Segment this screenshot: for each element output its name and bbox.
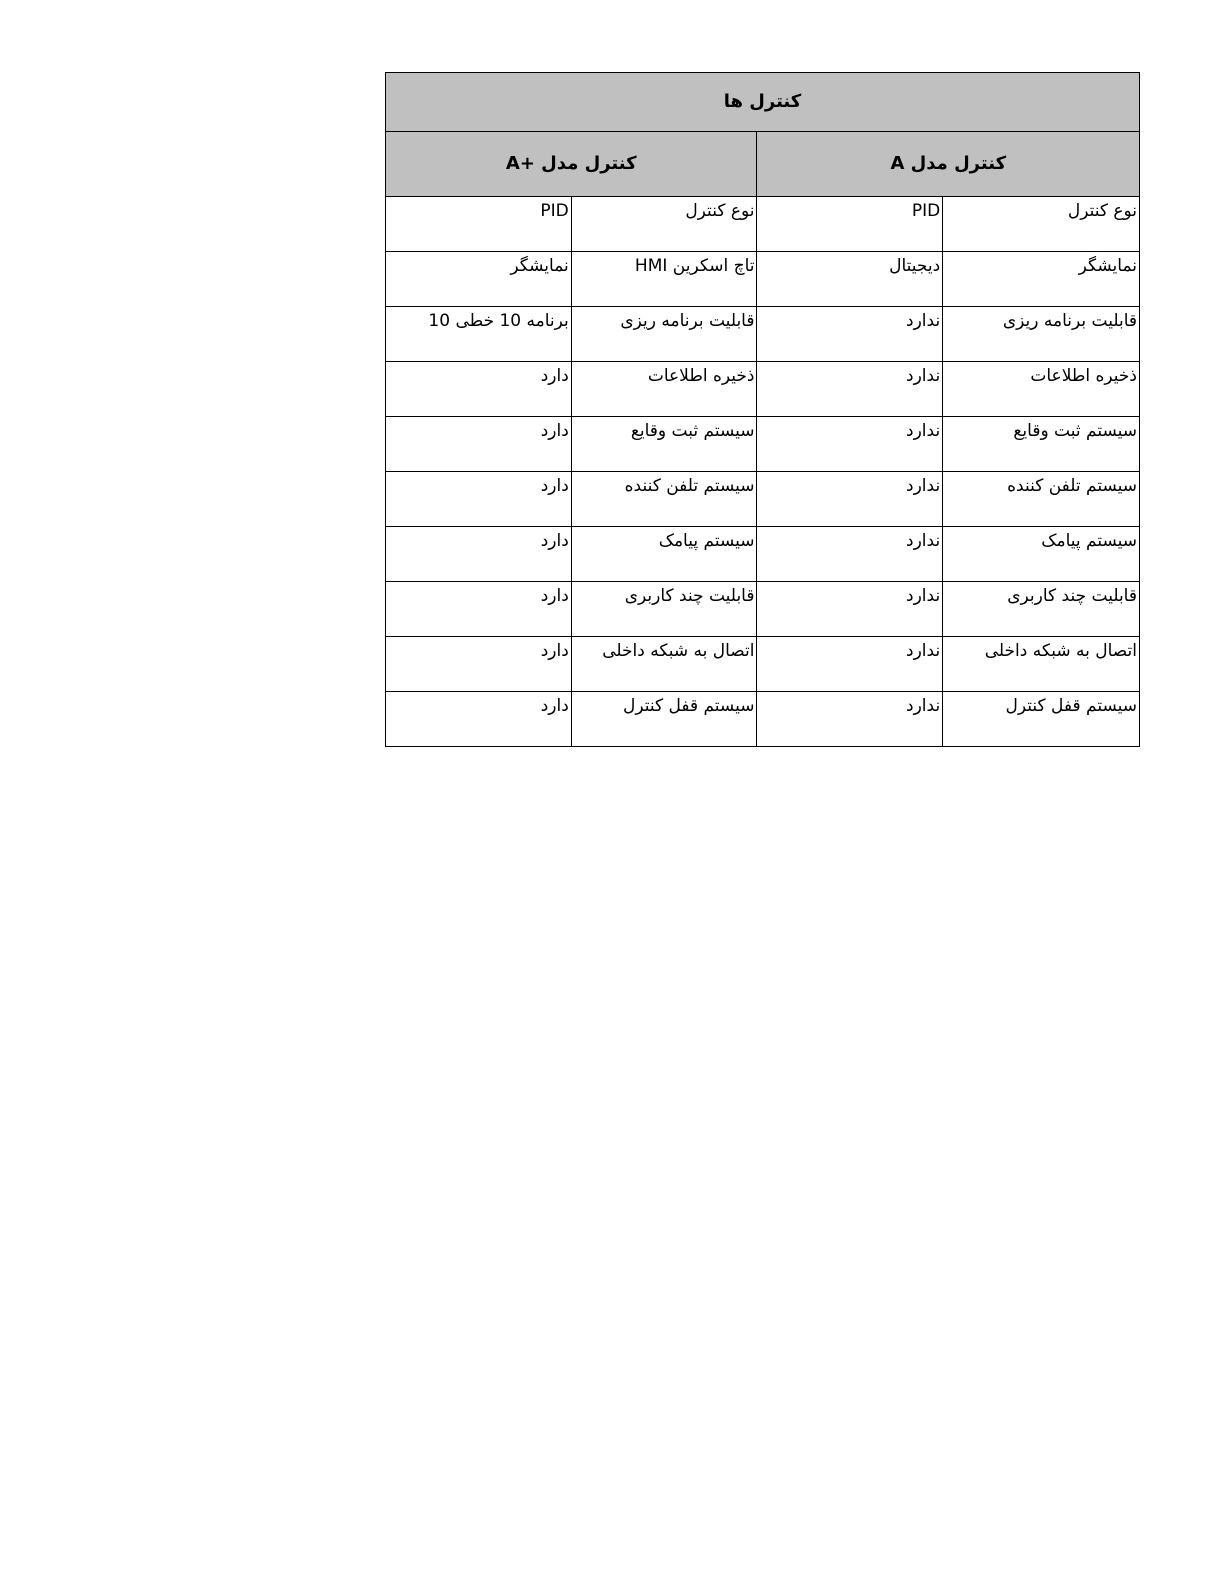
model-a-plus-feature-value: PID <box>386 197 572 252</box>
model-a-feature-label: سیستم پیامک <box>943 527 1140 582</box>
model-a-feature-label: اتصال به شبکه داخلی <box>943 637 1140 692</box>
model-a-feature-label: نمایشگر <box>943 252 1140 307</box>
model-a-feature-label: سیستم قفل کنترل <box>943 692 1140 747</box>
model-a-plus-feature-value: نمایشگر <box>386 252 572 307</box>
model-a-plus-feature-label: سیستم تلفن کننده <box>571 472 757 527</box>
model-a-feature-label: سیستم ثبت وقایع <box>943 417 1140 472</box>
model-a-feature-value: PID <box>757 197 943 252</box>
model-a-plus-feature-value: دارد <box>386 472 572 527</box>
model-a-feature-value: ندارد <box>757 527 943 582</box>
model-a-feature-value: ندارد <box>757 472 943 527</box>
model-a-plus-feature-value: دارد <box>386 362 572 417</box>
model-a-plus-feature-label: قابلیت چند کاربری <box>571 582 757 637</box>
model-a-plus-feature-value: دارد <box>386 582 572 637</box>
table-row <box>386 582 1140 637</box>
model-a-plus-feature-value: دارد <box>386 637 572 692</box>
model-a-plus-header: کنترل مدل +A <box>386 132 757 197</box>
table-row <box>386 527 1140 582</box>
table-row <box>386 252 1140 307</box>
table-row <box>386 472 1140 527</box>
model-a-plus-feature-value: دارد <box>386 692 572 747</box>
model-a-feature-label: ذخیره اطلاعات <box>943 362 1140 417</box>
model-a-feature-value: ندارد <box>757 362 943 417</box>
model-header-row <box>386 132 1140 197</box>
model-a-plus-feature-label: سیستم قفل کنترل <box>571 692 757 747</box>
model-a-plus-feature-label: سیستم پیامک <box>571 527 757 582</box>
model-a-plus-feature-label: ذخیره اطلاعات <box>571 362 757 417</box>
table-title-row <box>386 73 1140 132</box>
table-title: کنترل ها <box>386 73 1140 132</box>
model-a-feature-label: نوع کنترل <box>943 197 1140 252</box>
model-a-feature-value: ندارد <box>757 307 943 362</box>
model-a-feature-label: قابلیت چند کاربری <box>943 582 1140 637</box>
model-a-plus-feature-label: تاچ اسکرین HMI <box>571 252 757 307</box>
model-a-plus-feature-label: نوع کنترل <box>571 197 757 252</box>
model-a-feature-value: ندارد <box>757 637 943 692</box>
model-a-feature-value: ندارد <box>757 417 943 472</box>
model-a-plus-feature-label: اتصال به شبکه داخلی <box>571 637 757 692</box>
table-row <box>386 307 1140 362</box>
model-a-plus-feature-value: برنامه 10 خطی 10 <box>386 307 572 362</box>
model-a-plus-feature-value: دارد <box>386 417 572 472</box>
model-a-feature-label: سیستم تلفن کننده <box>943 472 1140 527</box>
model-a-plus-feature-label: سیستم ثبت وقایع <box>571 417 757 472</box>
model-a-plus-feature-value: دارد <box>386 527 572 582</box>
table-row <box>386 362 1140 417</box>
model-a-feature-value: ندارد <box>757 692 943 747</box>
table-row <box>386 197 1140 252</box>
model-a-feature-value: دیجیتال <box>757 252 943 307</box>
controls-comparison-table <box>385 72 1140 747</box>
table-row <box>386 692 1140 747</box>
model-a-feature-value: ندارد <box>757 582 943 637</box>
model-a-feature-label: قابلیت برنامه ریزی <box>943 307 1140 362</box>
model-a-plus-feature-label: قابلیت برنامه ریزی <box>571 307 757 362</box>
model-a-header: کنترل مدل A <box>757 132 1140 197</box>
table-row <box>386 637 1140 692</box>
table-row <box>386 417 1140 472</box>
